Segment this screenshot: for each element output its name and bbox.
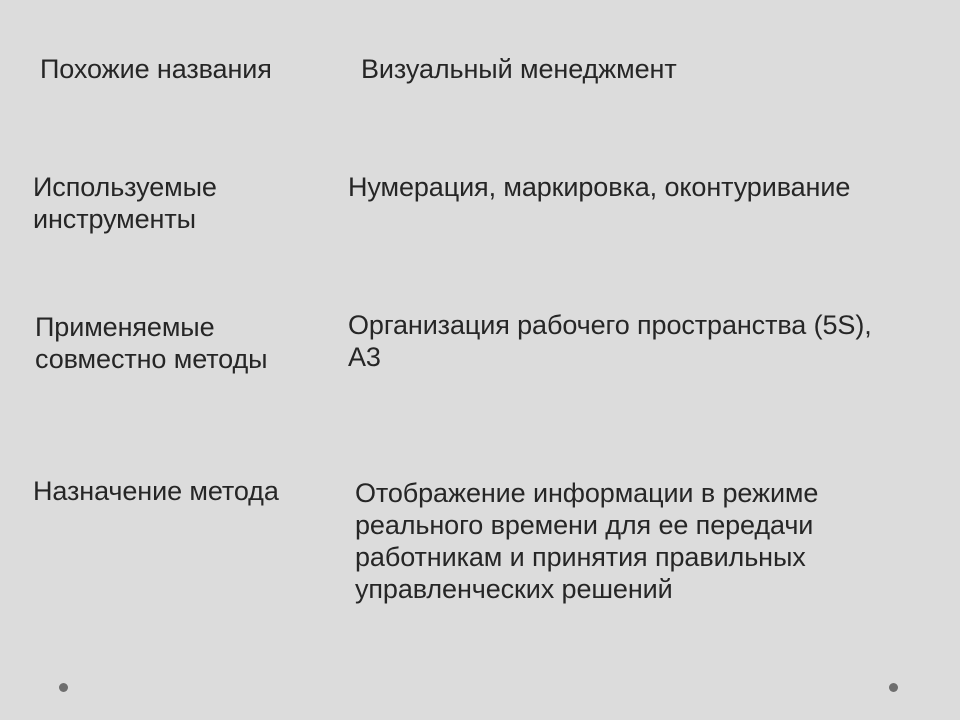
- row-label-tools: Используемые инструменты: [33, 172, 217, 234]
- row-value-tools: Нумерация, маркировка, оконтуривание: [348, 172, 851, 202]
- right-bullet-dot: [889, 683, 898, 692]
- row-value-similar-names: Визуальный менеджмент: [361, 54, 677, 84]
- left-bullet-dot: [59, 683, 68, 692]
- row-label-purpose: Назначение метода: [33, 476, 279, 506]
- row-label-similar-names: Похожие названия: [40, 54, 272, 84]
- row-label-joint-methods: Применяемые совместно методы: [35, 312, 268, 374]
- row-value-joint-methods: Организация рабочего пространства (5S), А3: [348, 310, 872, 372]
- row-value-purpose: Отображение информации в режиме реального времени для ее передачи работникам и принятия правильных управленческих решений: [355, 478, 819, 604]
